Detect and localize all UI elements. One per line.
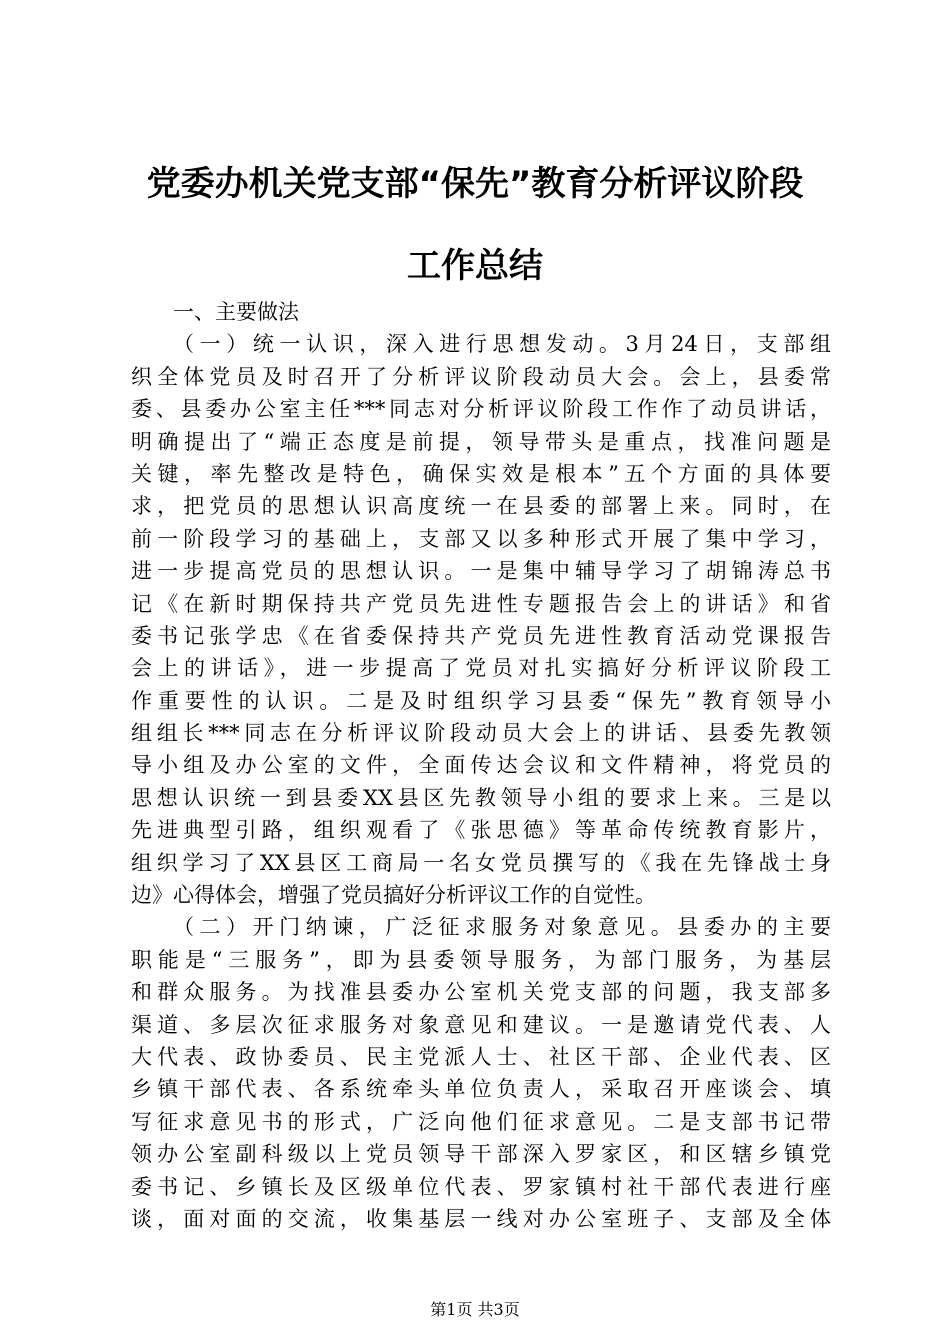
section-heading: 一、主要做法: [173, 300, 299, 324]
paragraph-line: 委、县委办公室主任***同志对分析评议阶段工作作了动员讲话，: [131, 397, 831, 422]
paragraph-line: 委书记、乡镇长及区级单位代表、罗家镇村社干部代表进行座: [131, 1174, 831, 1199]
paragraph-line: 乡镇干部代表、各系统牵头单位负责人，采取召开座谈会、填: [131, 1077, 831, 1102]
paragraph-line: 导小组及办公室的文件，全面传达会议和文件精神，将党员的: [131, 753, 831, 778]
paragraph-line: 进一步提高党员的思想认识。一是集中辅导学习了胡锦涛总书: [131, 559, 831, 584]
paragraph-line: （二）开门纳谏，广泛征求服务对象意见。县委办的主要: [173, 915, 831, 940]
paragraph-line: 边》心得体会，增强了党员搞好分析评议工作的自觉性。: [131, 883, 656, 908]
paragraph-line: （一）统一认识，深入进行思想发动。3月24日，支部组: [173, 332, 831, 357]
paragraph-line: 明确提出了“端正态度是前提，领导带头是重点，找准问题是: [131, 429, 831, 454]
document-title-line-2: 工作总结: [407, 246, 543, 286]
paragraph-line: 作重要性的认识。二是及时组织学习县委“保先”教育领导小: [131, 688, 831, 713]
paragraph-line: 前一阶段学习的基础上，支部又以多种形式开展了集中学习，: [131, 526, 831, 551]
paragraph-line: 组织学习了XX县区工商局一名女党员撰写的《我在先锋战士身: [131, 850, 831, 875]
paragraph-line: 写征求意见书的形式，广泛向他们征求意见。二是支部书记带: [131, 1109, 831, 1134]
paragraph-line: 关键，率先整改是特色，确保实效是根本”五个方面的具体要: [131, 461, 831, 486]
paragraph-line: 记《在新时期保持共产党员先进性专题报告会上的讲话》和省: [131, 591, 831, 616]
paragraph-line: 和群众服务。为找准县委办公室机关党支部的问题，我支部多: [131, 980, 831, 1005]
paragraph-line: 委书记张学忠《在省委保持共产党员先进性教育活动党课报告: [131, 623, 831, 648]
paragraph-line: 织全体党员及时召开了分析评议阶段动员大会。会上，县委常: [131, 364, 831, 389]
paragraph-line: 思想认识统一到县委XX县区先教领导小组的要求上来。三是以: [131, 785, 831, 810]
paragraph-line: 大代表、政协委员、民主党派人士、社区干部、企业代表、区: [131, 1044, 831, 1069]
paragraph-line: 会上的讲话》，进一步提高了党员对扎实搞好分析评议阶段工: [131, 656, 831, 681]
paragraph-line: 求，把党员的思想认识高度统一在县委的部署上来。同时，在: [131, 494, 831, 519]
paragraph-line: 组组长***同志在分析评议阶段动员大会上的讲话、县委先教领: [131, 721, 831, 746]
page-number-footer: 第1页 共3页: [430, 1300, 520, 1319]
document-body: [131, 296, 831, 1235]
document-title-line-1: 党委办机关党支部“保先”教育分析评议阶段: [146, 164, 804, 204]
paragraph-line: 先进典型引路，组织观看了《张思德》等革命传统教育影片，: [131, 818, 831, 843]
paragraph-line: 渠道、多层次征求服务对象意见和建议。一是邀请党代表、人: [131, 1012, 831, 1037]
paragraph-line: 谈，面对面的交流，收集基层一线对办公室班子、支部及全体: [131, 1206, 831, 1231]
paragraph-line: 职能是“三服务”，即为县委领导服务，为部门服务，为基层: [131, 947, 831, 972]
paragraph-line: 领办公室副科级以上党员领导干部深入罗家区，和区辖乡镇党: [131, 1142, 831, 1167]
